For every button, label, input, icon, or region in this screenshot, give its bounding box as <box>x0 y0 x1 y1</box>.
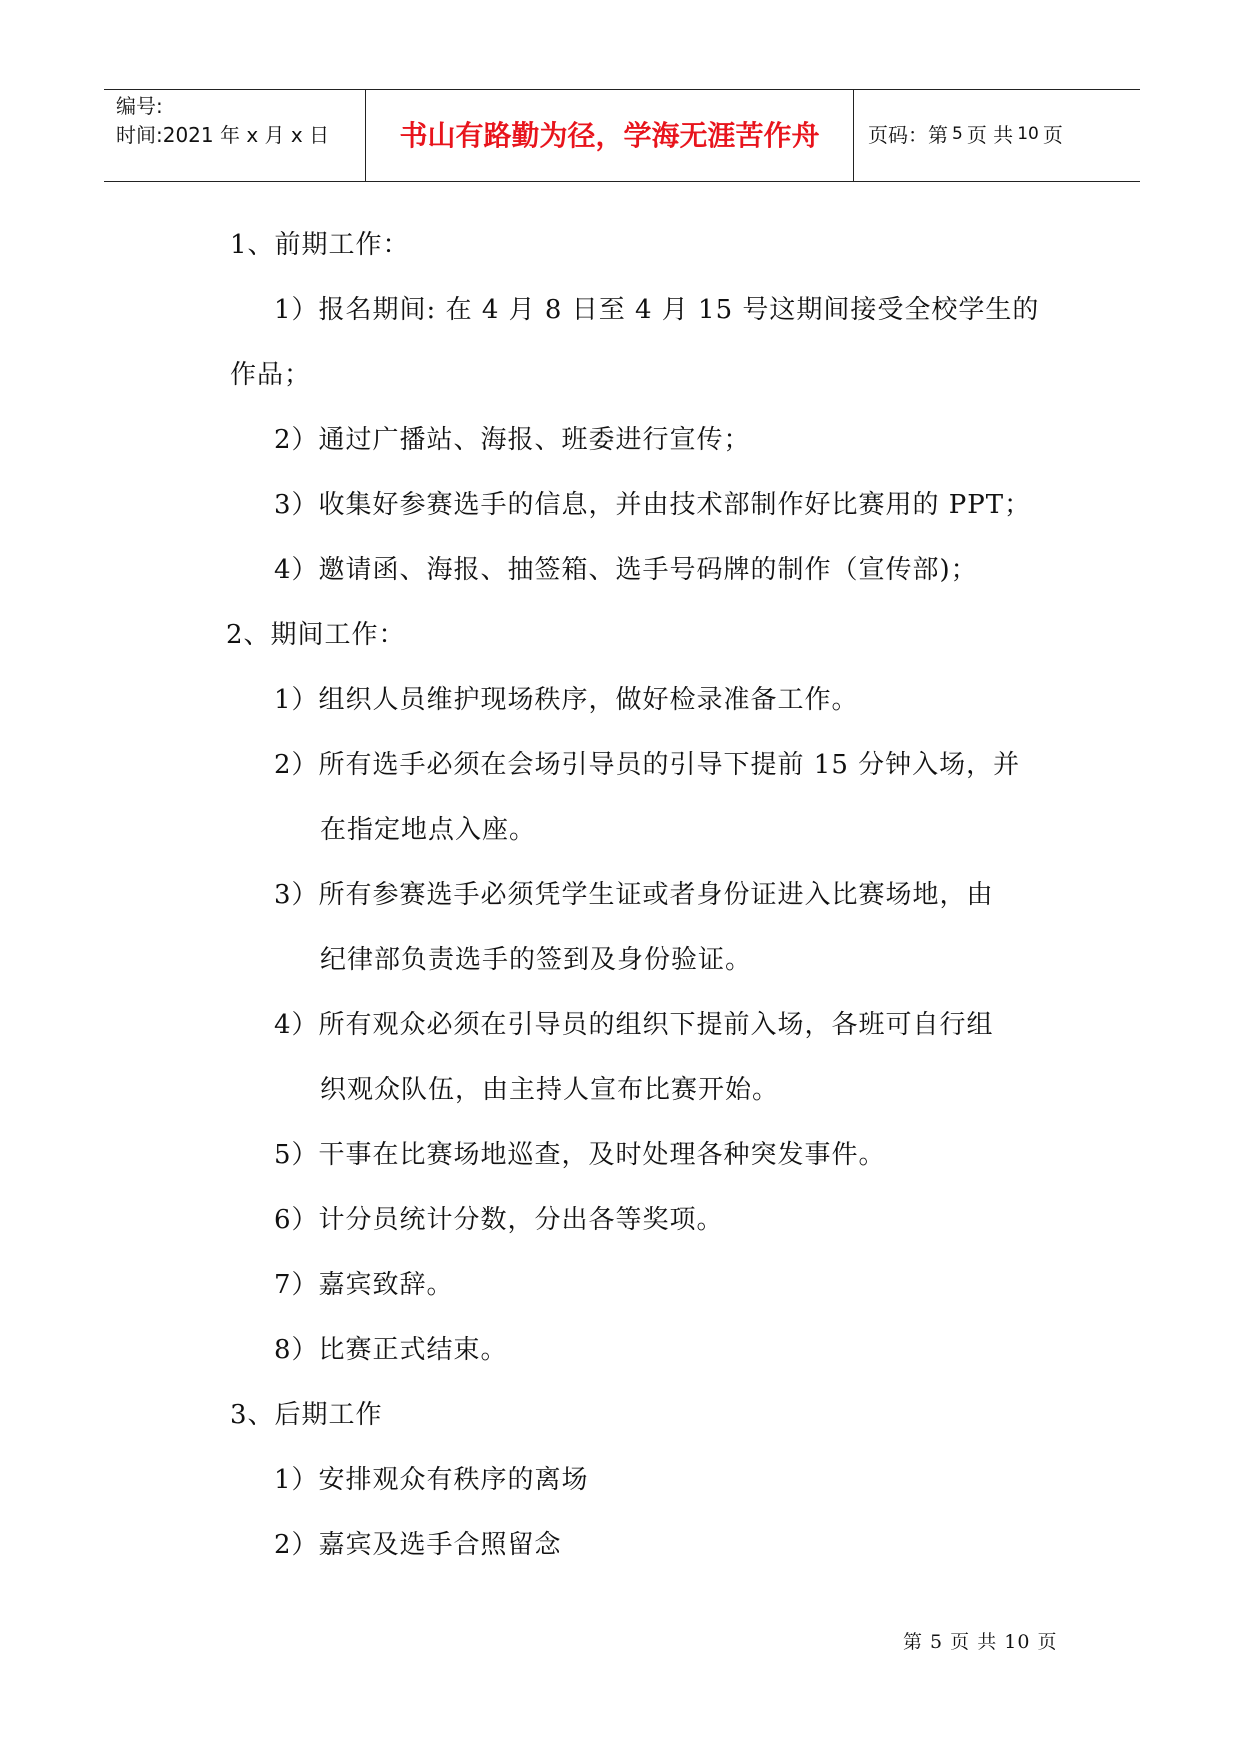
list-item: 2）通过广播站、海报、班委进行宣传； <box>274 425 751 455</box>
list-item: 8）比赛正式结束。 <box>274 1335 508 1365</box>
date-label: 时间:2021 年 x 月 x 日 <box>116 123 330 147</box>
page-footer: 第 5 页 共 10 页 <box>903 1631 1058 1653</box>
page-suffix: 页 <box>1042 123 1063 147</box>
list-item-continuation: 作品； <box>230 360 312 390</box>
section-heading: 2、期间工作： <box>226 620 406 650</box>
page-current: 5 <box>952 123 963 144</box>
list-item: 1）安排观众有秩序的离场 <box>274 1465 589 1495</box>
list-item: 1）报名期间: 在 4 月 8 日至 4 月 15 号这期间接受全校学生的 <box>274 295 1040 325</box>
list-item-continuation: 在指定地点入座。 <box>320 815 537 845</box>
list-item-continuation: 纪律部负责选手的签到及身份验证。 <box>320 945 753 975</box>
page-prefix: 页码：第 <box>868 123 948 147</box>
list-item: 4）邀请函、海报、抽签箱、选手号码牌的制作（宣传部)； <box>274 555 978 585</box>
section-heading: 3、后期工作 <box>230 1400 383 1430</box>
list-item: 3）所有参赛选手必须凭学生证或者身份证进入比赛场地，由 <box>274 880 994 910</box>
serial-number-label: 编号: <box>116 94 163 118</box>
list-item: 2）嘉宾及选手合照留念 <box>274 1530 562 1560</box>
page-middle: 页 共 <box>966 123 1014 147</box>
list-item: 5）干事在比赛场地巡查，及时处理各种突发事件。 <box>274 1140 886 1170</box>
header-motto: 书山有路勤为径，学海无涯苦作舟 <box>366 90 854 181</box>
list-item: 2）所有选手必须在会场引导员的引导下提前 15 分钟入场，并 <box>274 750 1021 780</box>
list-item: 7）嘉宾致辞。 <box>274 1270 454 1300</box>
section-heading: 1、前期工作： <box>230 230 410 260</box>
list-item: 3）收集好参赛选手的信息，并由技术部制作好比赛用的 PPT； <box>274 490 1032 520</box>
page-total: 10 <box>1017 123 1039 144</box>
list-item: 4）所有观众必须在引导员的组织下提前入场，各班可自行组 <box>274 1010 994 1040</box>
list-item-continuation: 织观众队伍，由主持人宣布比赛开始。 <box>320 1075 780 1105</box>
list-item: 6）计分员统计分数，分出各等奖项。 <box>274 1205 724 1235</box>
list-item: 1）组织人员维护现场秩序，做好检录准备工作。 <box>274 685 859 715</box>
